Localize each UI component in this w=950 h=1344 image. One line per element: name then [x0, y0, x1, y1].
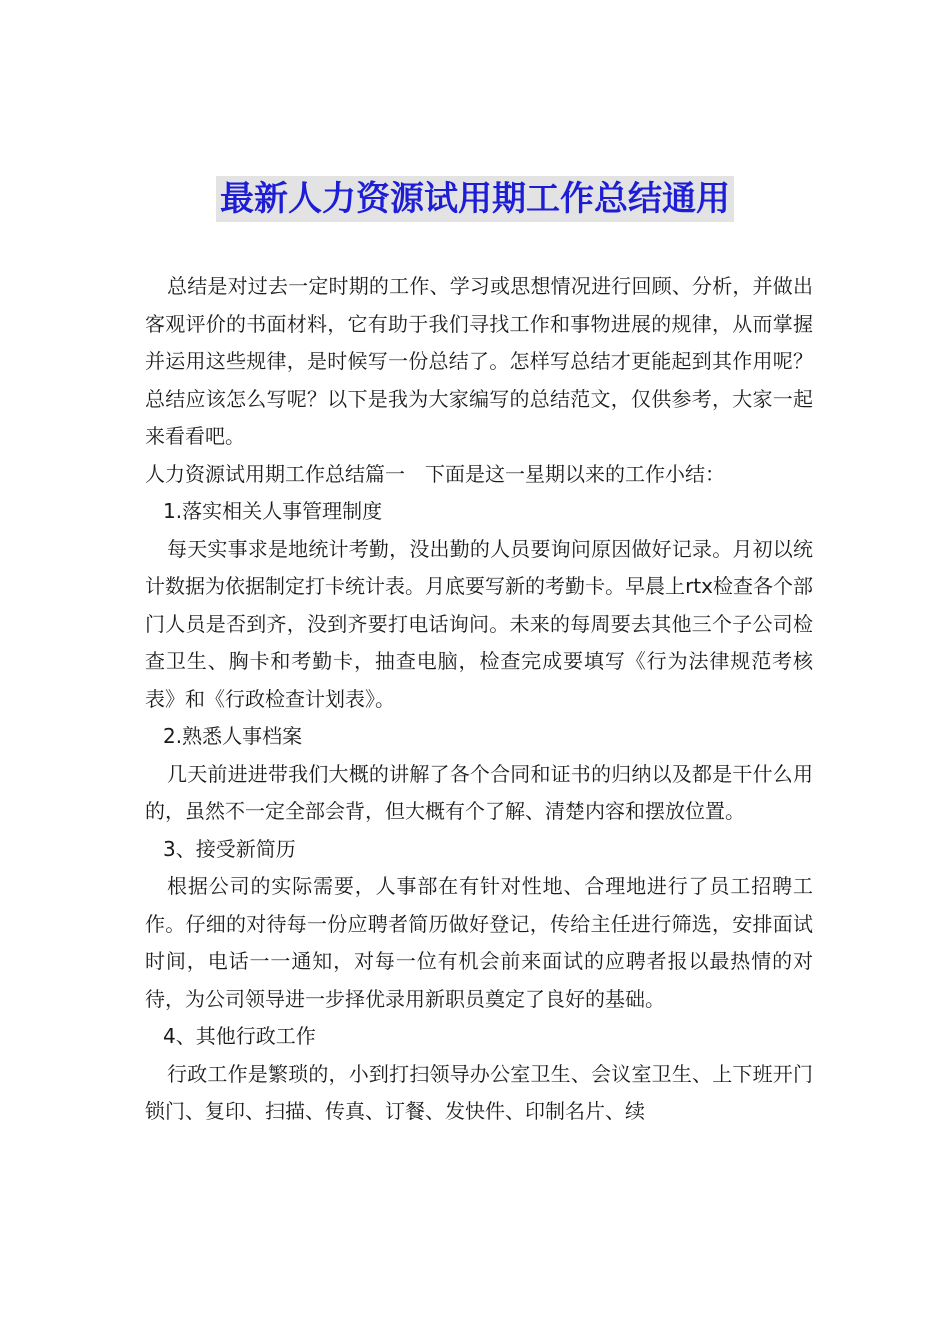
- heading-4: 4、其他行政工作: [163, 1024, 316, 1048]
- heading-1: 1.落实相关人事管理制度: [163, 499, 383, 523]
- paragraph-3: 根据公司的实际需要，人事部在有针对性地、合理地进行了员工招聘工作。仔细的对待每一份应聘者简历做好登记，传给主任进行筛选，安排面试时间，电话一一通知，对每一位有机会前来面试的应聘者报以最热情的对待，为公司领导进一步择优录用新职员奠定了良好的基础。: [145, 874, 813, 1011]
- paragraph-4: 行政工作是繁琐的，小到打扫领导办公室卫生、会议室卫生、上下班开门锁门、复印、扫描、传真、订餐、发快件、印制名片、续: [145, 1061, 813, 1123]
- heading-2: 2.熟悉人事档案: [163, 724, 303, 748]
- section-line: 人力资源试用期工作总结篇一 下面是这一星期以来的工作小结：: [145, 461, 725, 486]
- intro-paragraph: 总结是对过去一定时期的工作、学习或思想情况进行回顾、分析，并做出客观评价的书面材料，它有助于我们寻找工作和事物进展的规律，从而掌握并运用这些规律，是时候写一份总结了。怎样写总结才更能起到其作用呢？总结应该怎么写呢？以下是我为大家编写的总结范文，仅供参考，大家一起来看看吧。: [145, 274, 813, 448]
- title-container: [0, 176, 950, 222]
- heading-3: 3、接受新简历: [163, 836, 296, 861]
- paragraph-1: 每天实事求是地统计考勤，没出勤的人员要询问原因做好记录。月初以统计数据为依据制定打卡统计表。月底要写新的考勤卡。早晨上rtx检查各个部门人员是否到齐，没到齐要打电话询问。未来的每周要去其他三个子公司检查卫生、胸卡和考勤卡，抽查电脑，检查完成要填写《行为法律规范考核表》和《行政检查计划表》。: [145, 536, 813, 711]
- document-title: 最新人力资源试用期工作总结通用: [216, 176, 734, 222]
- document-body: [145, 268, 813, 1131]
- paragraph-2: 几天前进进带我们大概的讲解了各个合同和证书的归纳以及都是干什么用的，虽然不一定全部会背，但大概有个了解、清楚内容和摆放位置。: [145, 761, 813, 823]
